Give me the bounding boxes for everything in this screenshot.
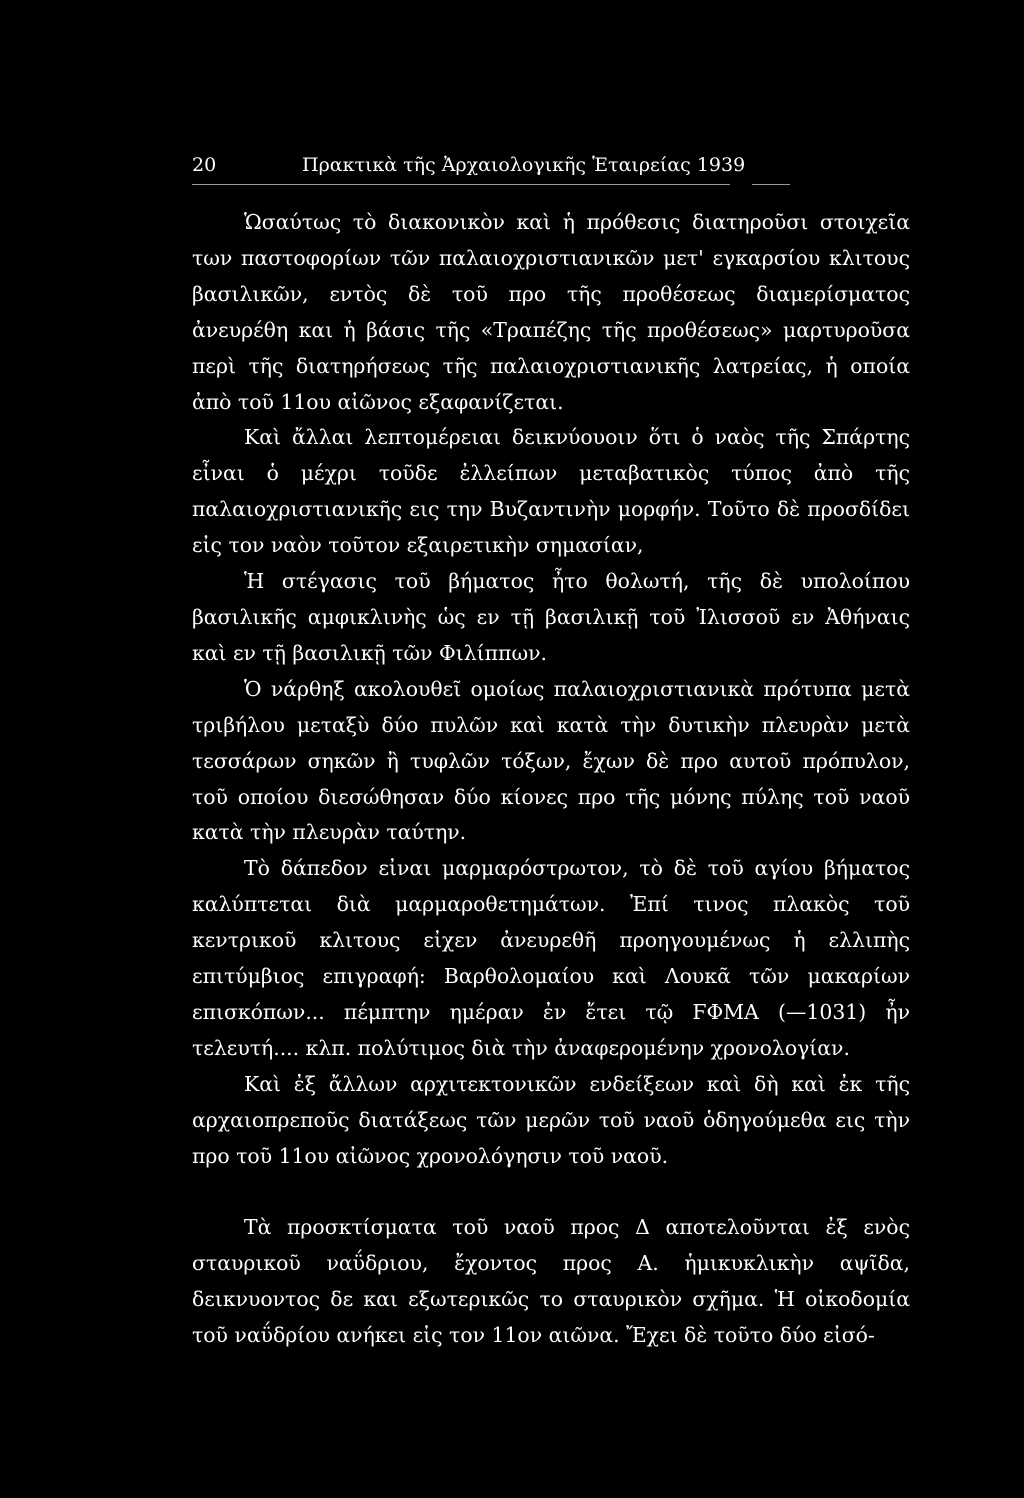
paragraph: Καὶ ἄλλαι λεπτομέρειαι δεικνύουοιν ὅτι ὁ ναὸς τῆς Σπάρτης εἶναι ὁ μέχρι τοῦδε ἐλλείπων μεταβατικὸς τύπος ἀπὸ τῆς παλαιοχριστιανικῆς εις την Βυζαντινὴν μορφήν. Τοῦτο δὲ προσδίδει εἰς τον ναὸν τοῦτον εξαιρετικὴν σημασίαν,: [192, 425, 910, 558]
paragraph: Ὡσαύτως τὸ διακονικὸν καὶ ἡ πρόθεσις διατηροῦσι στοιχεῖα των παστοφορίων τῶν παλαιοχριστιανικῶν μετ' εγκαρσίου κλιτους βασιλικῶν, εντὸς δὲ τοῦ προ τῆς προθέσεως διαμερίσματος ἀνευρέθη και ἡ βάσις τῆς «Τραπέζης τῆς προθέσεως» μαρτυροῦσα περὶ τῆς διατηρήσεως τῆς παλαιοχριστιανικῆς λατρείας, ἡ οποία ἀπὸ τοῦ 11ου αἰῶνος εξαφανίζεται.: [192, 210, 910, 414]
running-title: Πρακτικὰ τῆς Ἀρχαιολογικῆς Ἑταιρείας 1939: [302, 154, 746, 176]
paragraph: Ἡ στέγασις τοῦ βήματος ἦτο θολωτή, τῆς δὲ υπολοίπου βασιλικῆς αμφικλινὴς ὡς εν τῇ βασιλικῇ τοῦ Ἰλισσοῦ εν Ἀθήναις καὶ εν τῇ βασιλικῇ τῶν Φιλίππων.: [192, 569, 910, 665]
paragraph: Τὸ δάπεδον εἰναι μαρμαρόστρωτον, τὸ δὲ τοῦ αγίου βήματος καλύπτεται διὰ μαρμαροθετημάτων. Ἐπί τινος πλακὸς τοῦ κεντρικοῦ κλιτους εἰχεν ἀνευρεθῆ προηγουμένως ἡ ελλιπὴς επιτύμβιος επιγραφή: Βαρθολομαίου καὶ Λουκᾶ τῶν μακαρίων επισκόπων... πέμπτην ημέραν ἐν ἔτει τῷ ϜΦΜΑ (—1031) ἦν τελευτή.... κλπ. πολύτιμος διὰ τὴν ἀναφερομένην χρονολογίαν.: [192, 856, 910, 1060]
header-rule: [192, 184, 730, 185]
page-number: 20: [192, 154, 217, 176]
body-text: [192, 205, 910, 1354]
paragraph: Τὰ προσκτίσματα τοῦ ναοῦ προς Δ αποτελοῦνται ἐξ ενὸς σταυρικοῦ ναΰδριου, ἔχοντος προς Α. ἡμικυκλικὴν αψῖδα, δεικνυοντος δε και εξωτερικῶς το σταυρικὸν σχῆμα. Ἡ οἰκοδομία τοῦ ναΰδρίου ανήκει εἰς τον 11ον αιῶνα. Ἔχει δὲ τοῦτο δύο εἰσό-: [192, 1215, 910, 1348]
header-rule-right: [752, 184, 790, 185]
paragraph: Καὶ ἐξ ἄλλων αρχιτεκτονικῶν ενδείξεων καὶ δὴ καὶ ἐκ τῆς αρχαιοπρεποῦς διατάξεως τῶν μερῶν τοῦ ναοῦ ὁδηγούμεθα εις τὴν προ τοῦ 11ου αἰῶνος χρονολόγησιν τοῦ ναοῦ.: [192, 1071, 910, 1168]
paragraph: Ὁ νάρθηξ ακολουθεῖ ομοίως παλαιοχριστιανικὰ πρότυπα μετὰ τριβήλου μεταξὺ δύο πυλῶν καὶ κατὰ τὴν δυτικὴν πλευρὰν μετὰ τεσσάρων σηκῶν ἢ τυφλῶν τόξων, ἔχων δὲ προ αυτοῦ πρόπυλον, τοῦ οποίου διεσώθησαν δύο κίονες προ τῆς μόνης πύλης τοῦ ναοῦ κατὰ τὴν πλευρὰν ταύτην.: [192, 676, 910, 845]
page-header: [192, 154, 910, 182]
